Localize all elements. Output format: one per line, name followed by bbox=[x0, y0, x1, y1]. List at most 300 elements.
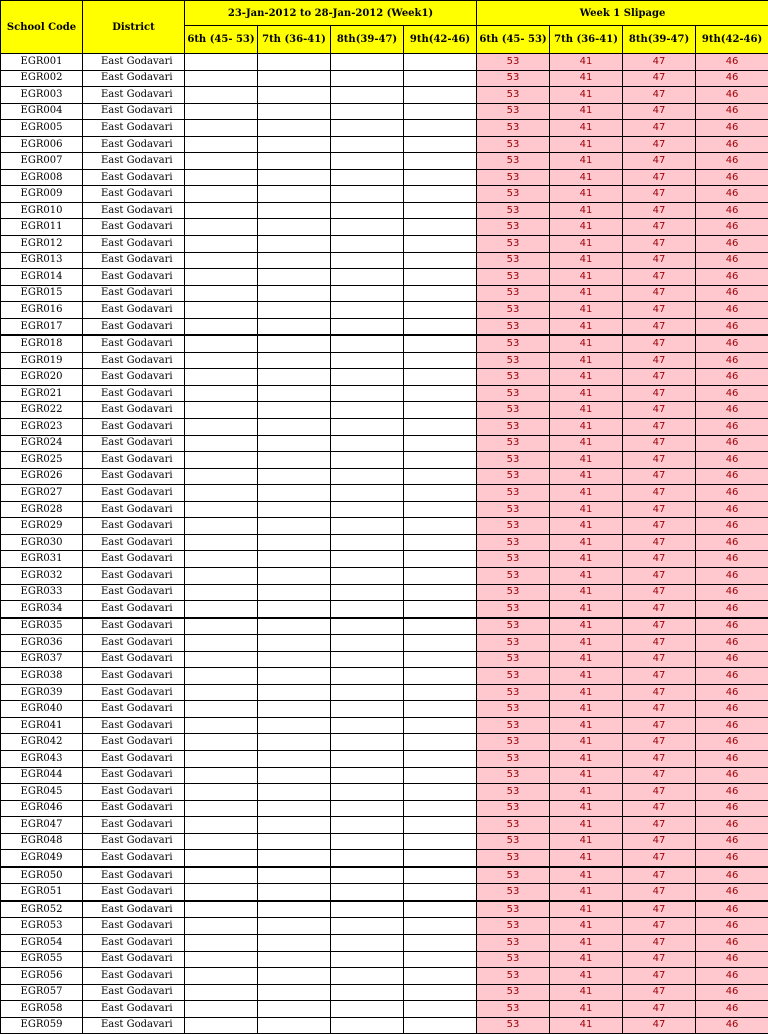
district-cell[interactable]: East Godavari bbox=[83, 684, 185, 701]
slipage-value-cell[interactable]: 46 bbox=[696, 318, 768, 335]
slipage-value-cell[interactable]: 46 bbox=[696, 701, 768, 718]
slipage-value-cell[interactable]: 47 bbox=[623, 485, 696, 502]
slipage-value-cell[interactable]: 53 bbox=[477, 136, 550, 153]
week-entry-cell[interactable] bbox=[331, 219, 404, 236]
week-entry-cell[interactable] bbox=[258, 501, 331, 518]
district-cell[interactable]: East Godavari bbox=[83, 169, 185, 186]
slipage-value-cell[interactable]: 53 bbox=[477, 884, 550, 901]
slipage-value-cell[interactable]: 41 bbox=[550, 850, 623, 867]
slipage-value-cell[interactable]: 47 bbox=[623, 734, 696, 751]
week-entry-cell[interactable] bbox=[185, 918, 258, 935]
week-entry-cell[interactable] bbox=[404, 352, 477, 369]
school-code-cell[interactable]: EGR008 bbox=[1, 169, 83, 186]
slipage-value-cell[interactable]: 41 bbox=[550, 601, 623, 618]
week-entry-cell[interactable] bbox=[258, 534, 331, 551]
slipage-value-cell[interactable]: 41 bbox=[550, 584, 623, 601]
school-code-cell[interactable]: EGR037 bbox=[1, 651, 83, 668]
week-entry-cell[interactable] bbox=[331, 701, 404, 718]
week-entry-cell[interactable] bbox=[185, 951, 258, 968]
week-entry-cell[interactable] bbox=[185, 103, 258, 120]
week-entry-cell[interactable] bbox=[331, 867, 404, 884]
district-header[interactable]: District bbox=[83, 1, 185, 54]
week-entry-cell[interactable] bbox=[185, 534, 258, 551]
slipage-value-cell[interactable]: 53 bbox=[477, 518, 550, 535]
district-cell[interactable]: East Godavari bbox=[83, 918, 185, 935]
grade-7th-header[interactable]: 7th (36-41) bbox=[258, 26, 331, 54]
week-entry-cell[interactable] bbox=[331, 551, 404, 568]
slipage-value-cell[interactable]: 46 bbox=[696, 236, 768, 253]
slipage-value-cell[interactable]: 41 bbox=[550, 984, 623, 1001]
week-entry-cell[interactable] bbox=[258, 684, 331, 701]
slipage-value-cell[interactable]: 46 bbox=[696, 684, 768, 701]
week-entry-cell[interactable] bbox=[331, 684, 404, 701]
week-entry-cell[interactable] bbox=[258, 734, 331, 751]
slipage-value-cell[interactable]: 46 bbox=[696, 136, 768, 153]
slipage-value-cell[interactable]: 46 bbox=[696, 385, 768, 402]
week-entry-cell[interactable] bbox=[185, 601, 258, 618]
slip-grade-6th-header[interactable]: 6th (45- 53) bbox=[477, 26, 550, 54]
week-entry-cell[interactable] bbox=[185, 651, 258, 668]
week-entry-cell[interactable] bbox=[185, 285, 258, 302]
week-entry-cell[interactable] bbox=[331, 1017, 404, 1034]
week-entry-cell[interactable] bbox=[331, 968, 404, 985]
week-entry-cell[interactable] bbox=[404, 54, 477, 71]
slipage-value-cell[interactable]: 53 bbox=[477, 551, 550, 568]
slipage-value-cell[interactable]: 46 bbox=[696, 668, 768, 685]
school-code-cell[interactable]: EGR038 bbox=[1, 668, 83, 685]
slipage-value-cell[interactable]: 46 bbox=[696, 734, 768, 751]
district-cell[interactable]: East Godavari bbox=[83, 850, 185, 867]
week-entry-cell[interactable] bbox=[331, 901, 404, 918]
slipage-value-cell[interactable]: 53 bbox=[477, 901, 550, 918]
slipage-value-cell[interactable]: 47 bbox=[623, 918, 696, 935]
slipage-value-cell[interactable]: 47 bbox=[623, 534, 696, 551]
slipage-value-cell[interactable]: 46 bbox=[696, 419, 768, 436]
week-entry-cell[interactable] bbox=[331, 534, 404, 551]
week-entry-cell[interactable] bbox=[404, 435, 477, 452]
slipage-value-cell[interactable]: 46 bbox=[696, 618, 768, 635]
slipage-value-cell[interactable]: 46 bbox=[696, 584, 768, 601]
week-entry-cell[interactable] bbox=[331, 468, 404, 485]
school-code-cell[interactable]: EGR049 bbox=[1, 850, 83, 867]
district-cell[interactable]: East Godavari bbox=[83, 385, 185, 402]
week-entry-cell[interactable] bbox=[185, 501, 258, 518]
slipage-value-cell[interactable]: 46 bbox=[696, 867, 768, 884]
week-entry-cell[interactable] bbox=[185, 468, 258, 485]
slipage-value-cell[interactable]: 53 bbox=[477, 867, 550, 884]
week-entry-cell[interactable] bbox=[331, 318, 404, 335]
slipage-value-cell[interactable]: 41 bbox=[550, 884, 623, 901]
slipage-value-cell[interactable]: 53 bbox=[477, 419, 550, 436]
week-entry-cell[interactable] bbox=[404, 186, 477, 203]
slipage-value-cell[interactable]: 53 bbox=[477, 169, 550, 186]
slipage-value-cell[interactable]: 47 bbox=[623, 369, 696, 386]
week-entry-cell[interactable] bbox=[404, 369, 477, 386]
slipage-value-cell[interactable]: 53 bbox=[477, 318, 550, 335]
school-code-cell[interactable]: EGR018 bbox=[1, 335, 83, 352]
week-entry-cell[interactable] bbox=[258, 601, 331, 618]
slipage-value-cell[interactable]: 47 bbox=[623, 385, 696, 402]
district-cell[interactable]: East Godavari bbox=[83, 668, 185, 685]
slipage-value-cell[interactable]: 47 bbox=[623, 717, 696, 734]
school-code-cell[interactable]: EGR021 bbox=[1, 385, 83, 402]
week-entry-cell[interactable] bbox=[331, 767, 404, 784]
week-entry-cell[interactable] bbox=[258, 518, 331, 535]
district-cell[interactable]: East Godavari bbox=[83, 618, 185, 635]
school-code-cell[interactable]: EGR044 bbox=[1, 767, 83, 784]
week-entry-cell[interactable] bbox=[258, 468, 331, 485]
slipage-value-cell[interactable]: 41 bbox=[550, 452, 623, 469]
school-code-cell[interactable]: EGR057 bbox=[1, 984, 83, 1001]
slipage-value-cell[interactable]: 41 bbox=[550, 501, 623, 518]
week-entry-cell[interactable] bbox=[258, 668, 331, 685]
week-entry-cell[interactable] bbox=[258, 120, 331, 137]
week-entry-cell[interactable] bbox=[185, 684, 258, 701]
school-code-cell[interactable]: EGR047 bbox=[1, 817, 83, 834]
week-entry-cell[interactable] bbox=[258, 103, 331, 120]
slipage-value-cell[interactable]: 46 bbox=[696, 435, 768, 452]
slipage-value-cell[interactable]: 47 bbox=[623, 352, 696, 369]
week-entry-cell[interactable] bbox=[331, 252, 404, 269]
slipage-value-cell[interactable]: 46 bbox=[696, 153, 768, 170]
district-cell[interactable]: East Godavari bbox=[83, 452, 185, 469]
school-code-cell[interactable]: EGR027 bbox=[1, 485, 83, 502]
school-code-cell[interactable]: EGR012 bbox=[1, 236, 83, 253]
district-cell[interactable]: East Godavari bbox=[83, 302, 185, 319]
week-entry-cell[interactable] bbox=[331, 601, 404, 618]
slipage-value-cell[interactable]: 46 bbox=[696, 452, 768, 469]
district-cell[interactable]: East Godavari bbox=[83, 800, 185, 817]
slipage-value-cell[interactable]: 53 bbox=[477, 501, 550, 518]
slipage-value-cell[interactable]: 41 bbox=[550, 717, 623, 734]
week-entry-cell[interactable] bbox=[404, 252, 477, 269]
slipage-value-cell[interactable]: 41 bbox=[550, 767, 623, 784]
week-entry-cell[interactable] bbox=[331, 1001, 404, 1018]
school-code-cell[interactable]: EGR025 bbox=[1, 452, 83, 469]
week-entry-cell[interactable] bbox=[404, 402, 477, 419]
week-entry-cell[interactable] bbox=[185, 369, 258, 386]
week-entry-cell[interactable] bbox=[185, 120, 258, 137]
week-entry-cell[interactable] bbox=[185, 419, 258, 436]
week-entry-cell[interactable] bbox=[185, 219, 258, 236]
week-entry-cell[interactable] bbox=[258, 169, 331, 186]
slipage-value-cell[interactable]: 47 bbox=[623, 54, 696, 71]
slipage-value-cell[interactable]: 47 bbox=[623, 833, 696, 850]
district-cell[interactable]: East Godavari bbox=[83, 419, 185, 436]
slipage-value-cell[interactable]: 53 bbox=[477, 651, 550, 668]
week-entry-cell[interactable] bbox=[185, 252, 258, 269]
slipage-value-cell[interactable]: 46 bbox=[696, 850, 768, 867]
slipage-value-cell[interactable]: 41 bbox=[550, 817, 623, 834]
slipage-value-cell[interactable]: 53 bbox=[477, 1017, 550, 1034]
week-entry-cell[interactable] bbox=[258, 236, 331, 253]
slipage-value-cell[interactable]: 47 bbox=[623, 153, 696, 170]
slipage-value-cell[interactable]: 41 bbox=[550, 485, 623, 502]
slipage-value-cell[interactable]: 41 bbox=[550, 103, 623, 120]
week-entry-cell[interactable] bbox=[185, 901, 258, 918]
week-entry-cell[interactable] bbox=[258, 867, 331, 884]
slipage-value-cell[interactable]: 46 bbox=[696, 717, 768, 734]
school-code-cell[interactable]: EGR028 bbox=[1, 501, 83, 518]
week-entry-cell[interactable] bbox=[331, 934, 404, 951]
slipage-value-cell[interactable]: 41 bbox=[550, 419, 623, 436]
slipage-value-cell[interactable]: 53 bbox=[477, 485, 550, 502]
slipage-value-cell[interactable]: 46 bbox=[696, 534, 768, 551]
slipage-value-cell[interactable]: 53 bbox=[477, 219, 550, 236]
slipage-value-cell[interactable]: 41 bbox=[550, 169, 623, 186]
slipage-value-cell[interactable]: 41 bbox=[550, 867, 623, 884]
week-entry-cell[interactable] bbox=[331, 584, 404, 601]
slipage-value-cell[interactable]: 46 bbox=[696, 169, 768, 186]
slipage-value-cell[interactable]: 46 bbox=[696, 833, 768, 850]
week-entry-cell[interactable] bbox=[185, 485, 258, 502]
slipage-value-cell[interactable]: 46 bbox=[696, 551, 768, 568]
week-entry-cell[interactable] bbox=[331, 951, 404, 968]
week-entry-cell[interactable] bbox=[185, 884, 258, 901]
week-entry-cell[interactable] bbox=[185, 800, 258, 817]
week-entry-cell[interactable] bbox=[258, 635, 331, 652]
week-entry-cell[interactable] bbox=[185, 833, 258, 850]
slipage-value-cell[interactable]: 41 bbox=[550, 901, 623, 918]
slipage-value-cell[interactable]: 47 bbox=[623, 136, 696, 153]
week-entry-cell[interactable] bbox=[404, 236, 477, 253]
slipage-value-cell[interactable]: 41 bbox=[550, 734, 623, 751]
school-code-cell[interactable]: EGR003 bbox=[1, 87, 83, 104]
district-cell[interactable]: East Godavari bbox=[83, 551, 185, 568]
week-entry-cell[interactable] bbox=[404, 767, 477, 784]
school-code-cell[interactable]: EGR010 bbox=[1, 202, 83, 219]
district-cell[interactable]: East Godavari bbox=[83, 269, 185, 286]
district-cell[interactable]: East Godavari bbox=[83, 1017, 185, 1034]
slipage-value-cell[interactable]: 41 bbox=[550, 202, 623, 219]
week-entry-cell[interactable] bbox=[331, 352, 404, 369]
slipage-value-cell[interactable]: 53 bbox=[477, 302, 550, 319]
district-cell[interactable]: East Godavari bbox=[83, 867, 185, 884]
school-code-cell[interactable]: EGR033 bbox=[1, 584, 83, 601]
school-code-cell[interactable]: EGR040 bbox=[1, 701, 83, 718]
slipage-value-cell[interactable]: 47 bbox=[623, 202, 696, 219]
slipage-value-cell[interactable]: 53 bbox=[477, 833, 550, 850]
slipage-value-cell[interactable]: 46 bbox=[696, 918, 768, 935]
week-entry-cell[interactable] bbox=[258, 369, 331, 386]
school-code-cell[interactable]: EGR053 bbox=[1, 918, 83, 935]
slipage-value-cell[interactable]: 41 bbox=[550, 318, 623, 335]
district-cell[interactable]: East Godavari bbox=[83, 485, 185, 502]
school-code-cell[interactable]: EGR005 bbox=[1, 120, 83, 137]
week-entry-cell[interactable] bbox=[258, 850, 331, 867]
slipage-value-cell[interactable]: 47 bbox=[623, 285, 696, 302]
week-entry-cell[interactable] bbox=[404, 651, 477, 668]
week-entry-cell[interactable] bbox=[404, 153, 477, 170]
school-code-cell[interactable]: EGR015 bbox=[1, 285, 83, 302]
slipage-value-cell[interactable]: 41 bbox=[550, 70, 623, 87]
week-entry-cell[interactable] bbox=[185, 984, 258, 1001]
week-entry-cell[interactable] bbox=[258, 352, 331, 369]
slipage-value-cell[interactable]: 47 bbox=[623, 850, 696, 867]
slipage-value-cell[interactable]: 47 bbox=[623, 501, 696, 518]
week-entry-cell[interactable] bbox=[331, 800, 404, 817]
district-cell[interactable]: East Godavari bbox=[83, 584, 185, 601]
district-cell[interactable]: East Godavari bbox=[83, 186, 185, 203]
district-cell[interactable]: East Godavari bbox=[83, 934, 185, 951]
district-cell[interactable]: East Godavari bbox=[83, 335, 185, 352]
week-entry-cell[interactable] bbox=[404, 335, 477, 352]
district-cell[interactable]: East Godavari bbox=[83, 884, 185, 901]
week-entry-cell[interactable] bbox=[331, 70, 404, 87]
slipage-value-cell[interactable]: 46 bbox=[696, 501, 768, 518]
school-code-cell[interactable]: EGR013 bbox=[1, 252, 83, 269]
slipage-value-cell[interactable]: 53 bbox=[477, 567, 550, 584]
week-entry-cell[interactable] bbox=[404, 734, 477, 751]
week-entry-cell[interactable] bbox=[404, 1017, 477, 1034]
school-code-cell[interactable]: EGR020 bbox=[1, 369, 83, 386]
slipage-value-cell[interactable]: 41 bbox=[550, 534, 623, 551]
school-code-cell[interactable]: EGR056 bbox=[1, 968, 83, 985]
week-entry-cell[interactable] bbox=[258, 784, 331, 801]
school-code-cell[interactable]: EGR023 bbox=[1, 419, 83, 436]
week-entry-cell[interactable] bbox=[258, 901, 331, 918]
district-cell[interactable]: East Godavari bbox=[83, 651, 185, 668]
slipage-value-cell[interactable]: 46 bbox=[696, 369, 768, 386]
slipage-value-cell[interactable]: 53 bbox=[477, 54, 550, 71]
school-code-cell[interactable]: EGR011 bbox=[1, 219, 83, 236]
week-entry-cell[interactable] bbox=[185, 186, 258, 203]
school-code-cell[interactable]: EGR034 bbox=[1, 601, 83, 618]
week-entry-cell[interactable] bbox=[185, 767, 258, 784]
slipage-value-cell[interactable]: 41 bbox=[550, 833, 623, 850]
slipage-value-cell[interactable]: 53 bbox=[477, 70, 550, 87]
school-code-cell[interactable]: EGR054 bbox=[1, 934, 83, 951]
slipage-value-cell[interactable]: 46 bbox=[696, 951, 768, 968]
district-cell[interactable]: East Godavari bbox=[83, 236, 185, 253]
school-code-cell[interactable]: EGR017 bbox=[1, 318, 83, 335]
slipage-value-cell[interactable]: 41 bbox=[550, 136, 623, 153]
district-cell[interactable]: East Godavari bbox=[83, 567, 185, 584]
slipage-value-cell[interactable]: 46 bbox=[696, 70, 768, 87]
district-cell[interactable]: East Godavari bbox=[83, 435, 185, 452]
slipage-value-cell[interactable]: 46 bbox=[696, 984, 768, 1001]
week-entry-cell[interactable] bbox=[258, 153, 331, 170]
week-entry-cell[interactable] bbox=[331, 186, 404, 203]
district-cell[interactable]: East Godavari bbox=[83, 54, 185, 71]
district-cell[interactable]: East Godavari bbox=[83, 136, 185, 153]
district-cell[interactable]: East Godavari bbox=[83, 120, 185, 137]
school-code-cell[interactable]: EGR009 bbox=[1, 186, 83, 203]
week-entry-cell[interactable] bbox=[258, 817, 331, 834]
district-cell[interactable]: East Godavari bbox=[83, 369, 185, 386]
week-entry-cell[interactable] bbox=[258, 402, 331, 419]
slip-grade-9th-header[interactable]: 9th(42-46) bbox=[696, 26, 768, 54]
district-cell[interactable]: East Godavari bbox=[83, 750, 185, 767]
week-entry-cell[interactable] bbox=[404, 518, 477, 535]
school-code-cell[interactable]: EGR024 bbox=[1, 435, 83, 452]
week-entry-cell[interactable] bbox=[258, 800, 331, 817]
week-entry-cell[interactable] bbox=[258, 767, 331, 784]
week-entry-cell[interactable] bbox=[331, 850, 404, 867]
week-entry-cell[interactable] bbox=[404, 918, 477, 935]
slip-grade-7th-header[interactable]: 7th (36-41) bbox=[550, 26, 623, 54]
week-entry-cell[interactable] bbox=[185, 385, 258, 402]
slipage-value-cell[interactable]: 53 bbox=[477, 817, 550, 834]
slipage-value-cell[interactable]: 53 bbox=[477, 87, 550, 104]
week-entry-cell[interactable] bbox=[258, 285, 331, 302]
week-entry-cell[interactable] bbox=[404, 120, 477, 137]
week-entry-cell[interactable] bbox=[331, 87, 404, 104]
slipage-value-cell[interactable]: 53 bbox=[477, 918, 550, 935]
school-code-cell[interactable]: EGR030 bbox=[1, 534, 83, 551]
slipage-value-cell[interactable]: 53 bbox=[477, 103, 550, 120]
slipage-value-cell[interactable]: 53 bbox=[477, 120, 550, 137]
week-entry-cell[interactable] bbox=[404, 784, 477, 801]
week-entry-cell[interactable] bbox=[185, 934, 258, 951]
slipage-value-cell[interactable]: 53 bbox=[477, 601, 550, 618]
week-entry-cell[interactable] bbox=[404, 884, 477, 901]
slipage-value-cell[interactable]: 47 bbox=[623, 901, 696, 918]
week-entry-cell[interactable] bbox=[331, 169, 404, 186]
school-code-cell[interactable]: EGR026 bbox=[1, 468, 83, 485]
week-entry-cell[interactable] bbox=[404, 87, 477, 104]
week-entry-cell[interactable] bbox=[185, 567, 258, 584]
district-cell[interactable]: East Godavari bbox=[83, 518, 185, 535]
week-entry-cell[interactable] bbox=[331, 103, 404, 120]
week-entry-cell[interactable] bbox=[258, 318, 331, 335]
week-entry-cell[interactable] bbox=[331, 618, 404, 635]
week-entry-cell[interactable] bbox=[404, 419, 477, 436]
week-entry-cell[interactable] bbox=[258, 701, 331, 718]
slipage-value-cell[interactable]: 53 bbox=[477, 584, 550, 601]
slipage-value-cell[interactable]: 46 bbox=[696, 103, 768, 120]
week-entry-cell[interactable] bbox=[331, 984, 404, 1001]
slipage-value-cell[interactable]: 53 bbox=[477, 684, 550, 701]
school-code-cell[interactable]: EGR051 bbox=[1, 884, 83, 901]
week-entry-cell[interactable] bbox=[404, 219, 477, 236]
week-entry-cell[interactable] bbox=[185, 318, 258, 335]
slipage-value-cell[interactable]: 47 bbox=[623, 951, 696, 968]
week-entry-cell[interactable] bbox=[185, 968, 258, 985]
slipage-value-cell[interactable]: 41 bbox=[550, 352, 623, 369]
slipage-value-cell[interactable]: 41 bbox=[550, 269, 623, 286]
slipage-value-cell[interactable]: 53 bbox=[477, 468, 550, 485]
slipage-value-cell[interactable]: 46 bbox=[696, 120, 768, 137]
week-entry-cell[interactable] bbox=[258, 717, 331, 734]
slipage-value-cell[interactable]: 41 bbox=[550, 385, 623, 402]
week-entry-cell[interactable] bbox=[185, 452, 258, 469]
district-cell[interactable]: East Godavari bbox=[83, 784, 185, 801]
slipage-value-cell[interactable]: 41 bbox=[550, 918, 623, 935]
week-entry-cell[interactable] bbox=[258, 335, 331, 352]
week-entry-cell[interactable] bbox=[331, 452, 404, 469]
slipage-value-cell[interactable]: 53 bbox=[477, 734, 550, 751]
week-entry-cell[interactable] bbox=[404, 850, 477, 867]
slipage-value-cell[interactable]: 41 bbox=[550, 651, 623, 668]
slipage-value-cell[interactable]: 41 bbox=[550, 1001, 623, 1018]
slipage-value-cell[interactable]: 46 bbox=[696, 485, 768, 502]
slipage-value-cell[interactable]: 46 bbox=[696, 601, 768, 618]
slipage-value-cell[interactable]: 53 bbox=[477, 717, 550, 734]
slipage-value-cell[interactable]: 47 bbox=[623, 335, 696, 352]
slipage-value-cell[interactable]: 46 bbox=[696, 352, 768, 369]
week-entry-cell[interactable] bbox=[331, 884, 404, 901]
slipage-value-cell[interactable]: 47 bbox=[623, 169, 696, 186]
school-code-cell[interactable]: EGR016 bbox=[1, 302, 83, 319]
school-code-cell[interactable]: EGR052 bbox=[1, 901, 83, 918]
week-entry-cell[interactable] bbox=[185, 87, 258, 104]
slipage-value-cell[interactable]: 53 bbox=[477, 1001, 550, 1018]
district-cell[interactable]: East Godavari bbox=[83, 318, 185, 335]
week-entry-cell[interactable] bbox=[258, 485, 331, 502]
week-entry-cell[interactable] bbox=[185, 70, 258, 87]
slipage-value-cell[interactable]: 47 bbox=[623, 87, 696, 104]
